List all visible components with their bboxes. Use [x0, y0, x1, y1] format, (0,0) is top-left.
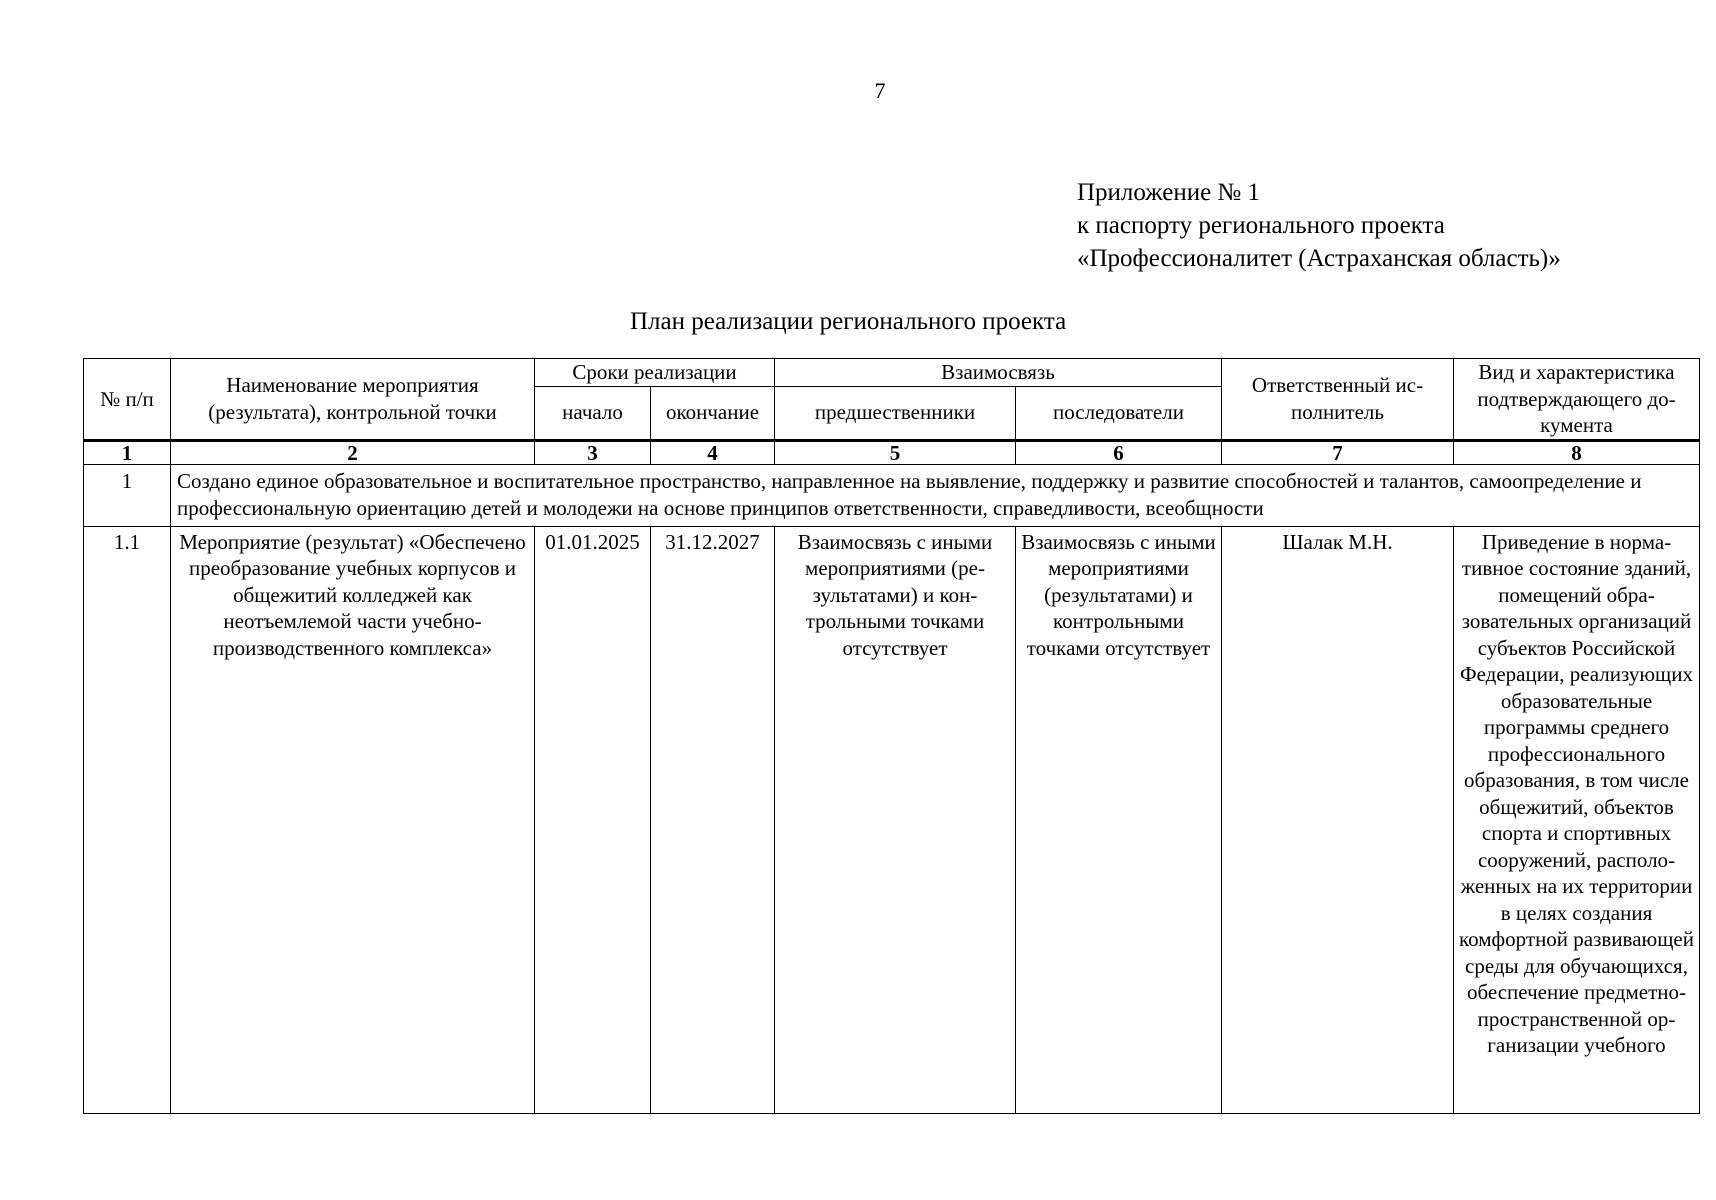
row-document: Приведение в нормативное состояние зданий, помещений образовательных организаций субъектов Российской Федерации, реализующих образовательные программы среднего профессионального образования, в том числе общежитий, объектов спорта и спортивных сооружений, расположенных на их территории в целях создания комфортной развивающей среды для обучающихся, обеспечение предметно-пространственной организации учебного [1454, 526, 1700, 1113]
header-document: Вид и характеристика подтверждающего документа [1454, 359, 1700, 441]
section-num: 1 [84, 464, 171, 526]
row-successors: Взаимосвязь с иными мероприятиями (результатами) и контрольными точками отсутствует [1016, 526, 1222, 1113]
header-predecessors: предшественники [775, 386, 1016, 440]
row-predecessors: Взаимосвязь с иными мероприятиями (результатами) и контрольными точками отсутствует [775, 526, 1016, 1113]
column-number: 4 [651, 440, 775, 464]
section-text: Создано единое образовательное и воспитательное пространство, направленное на выявление, поддержку и развитие способностей и талантов, самоопределение и профессиональную ориентацию детей и молодежи на основе принципов ответственности, справедливости, всеобщности [171, 464, 1700, 526]
section-row [84, 464, 1700, 526]
column-number: 3 [535, 440, 651, 464]
row-responsible: Шалак М.Н. [1222, 526, 1454, 1113]
header-start: начало [535, 386, 651, 440]
column-number: 7 [1222, 440, 1454, 464]
column-number: 2 [171, 440, 535, 464]
column-number: 1 [84, 440, 171, 464]
column-number: 5 [775, 440, 1016, 464]
header-row-1 [84, 359, 1700, 387]
header-responsible: Ответственный исполнитель [1222, 359, 1454, 441]
page-number: 7 [874, 78, 886, 103]
header-successors: последователи [1016, 386, 1222, 440]
appendix-line-3: «Профессионалитет (Астраханская область)» [1077, 245, 1561, 272]
row-end: 31.12.2027 [651, 526, 775, 1113]
plan-table [83, 358, 1700, 1114]
header-terms: Сроки реализации [535, 359, 775, 387]
column-numbers-row [84, 440, 1700, 464]
appendix-line-1: Приложение № 1 [1077, 179, 1261, 206]
row-start: 01.01.2025 [535, 526, 651, 1113]
row-name: Мероприятие (результат) «Обеспечено преобразование учебных корпусов и общежитий колледжей как неотъемлемой части учебно-производственного комплекса» [171, 526, 535, 1113]
plan-title: План реализации регионального проекта [630, 308, 1067, 335]
header-link: Взаимосвязь [775, 359, 1222, 387]
appendix-header [1077, 176, 1561, 275]
header-name: Наименование мероприятия (результата), контрольной точки [171, 359, 535, 441]
header-num: № п/п [84, 359, 171, 441]
column-number: 8 [1454, 440, 1700, 464]
appendix-line-2: к паспорту регионального проекта [1077, 212, 1445, 239]
table-row [84, 526, 1700, 1113]
column-number: 6 [1016, 440, 1222, 464]
row-num: 1.1 [84, 526, 171, 1113]
header-end: окончание [651, 386, 775, 440]
